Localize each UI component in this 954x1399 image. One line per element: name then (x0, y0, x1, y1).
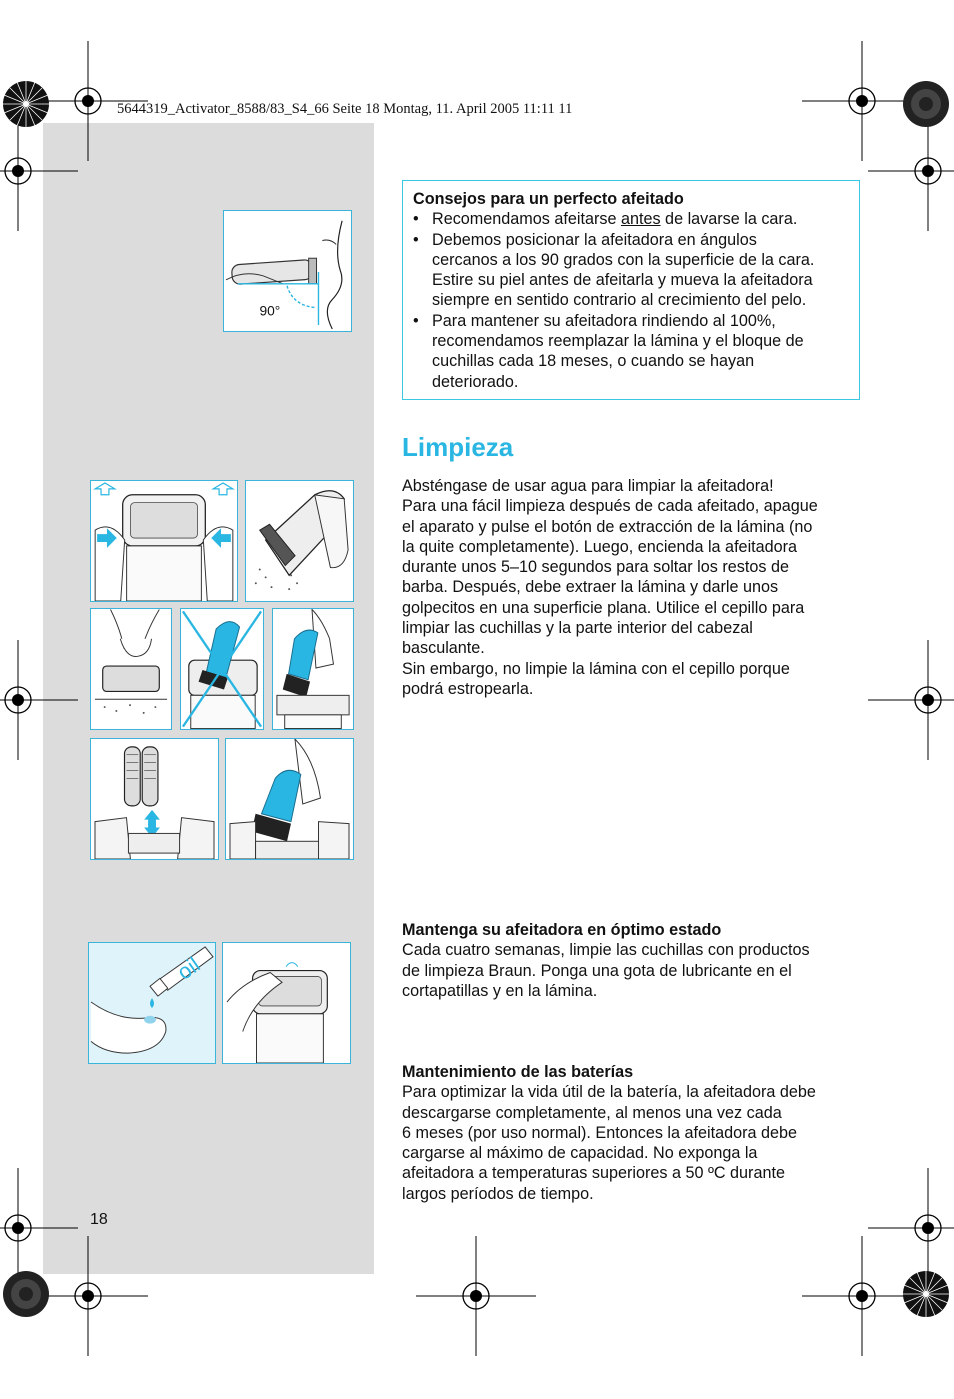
figure-tap-foil (90, 608, 172, 730)
starburst-mark (902, 80, 950, 128)
registration-mark (868, 111, 954, 231)
battery-section: Mantenimiento de las baterías Para optimizar la vida útil de la batería, la afeitadora debe descargarse completamente, al menos una vez cada 6 meses (por uso normal). Entonces la afeitadora debe cargarse al máximo de capacidad. No exponga la afeitadora a temperaturas superiores a 50 ºC durante largos períodos de tiempo. (402, 1062, 864, 1204)
registration-mark (868, 640, 954, 760)
starburst-mark (2, 80, 50, 128)
figure-brush-head (225, 738, 354, 860)
maintenance-section: Mantenga su afeitadora en óptimo estado Cada cuatro semanas, limpie las cuchillas con productos de limpieza Braun. Ponga una gota de lubricante en el cortapatillas y en la lámina. (402, 920, 864, 1001)
tip-item: • Para mantener su afeitadora rindiendo al 100%, recomendamos reemplazar la lámina y el bloque de cuchillas cada 18 meses, o cuando se hayan deteriorado. (413, 311, 849, 392)
cleaning-paragraph: Absténgase de usar agua para limpiar la afeitadora! Para una fácil limpieza después de cada afeitado, apague el aparato y pulse el botón de extracción de la lámina (no la quite completamente). Luego, encienda la afeitadora durante unos 5–10 segundos para soltar los restos de barba. Después, debe extraer la lámina y darle unos golpecitos en una superficie plana. Utilice el cepillo para limpiar las cuchillas y la parte interior del cabezal basculante. Sin embargo, no limpie la lámina con el cepillo porque podrá estropearla. (402, 477, 818, 698)
figure-remove-cutter-block (90, 738, 219, 860)
tips-title: Consejos para un perfecto afeitado (413, 190, 684, 208)
battery-title: Mantenimiento de las baterías (402, 1063, 634, 1081)
shaving-tips-box (402, 180, 860, 400)
registration-mark (0, 111, 78, 231)
maintenance-title: Mantenga su afeitadora en óptimo estado (402, 921, 722, 939)
figure-oil-drop (88, 942, 216, 1064)
registration-mark (416, 1236, 536, 1356)
print-header: 5644319_Activator_8588/83_S4_66 Seite 18 Montag, 11. April 2005 11:11 11 (117, 101, 573, 117)
angle-label: 90° (259, 303, 281, 319)
section-heading-cleaning: Limpieza (402, 432, 514, 462)
figure-brush-cutter (272, 608, 354, 730)
starburst-mark (2, 1270, 50, 1318)
tip-item: • Recomendamos afeitarse antes de lavarse la cara. (413, 209, 849, 229)
tip-item: • Debemos posicionar la afeitadora en ángulos cercanos a los 90 grados con la superficie de la cara. Estire su piel antes de afeitarla y mueva la afeitadora siempre en sentido contrario al crecimiento del pelo. (413, 230, 849, 311)
figure-no-brush-foil (180, 608, 264, 730)
figure-press-foil-release (90, 480, 238, 602)
starburst-mark (902, 1270, 950, 1318)
figure-shaving-angle (223, 210, 352, 332)
registration-mark (0, 640, 78, 760)
figure-oil-foil (222, 942, 351, 1064)
oil-label: oil (172, 951, 205, 985)
figure-shaver-running (245, 480, 354, 602)
page-number: 18 (90, 1211, 108, 1228)
